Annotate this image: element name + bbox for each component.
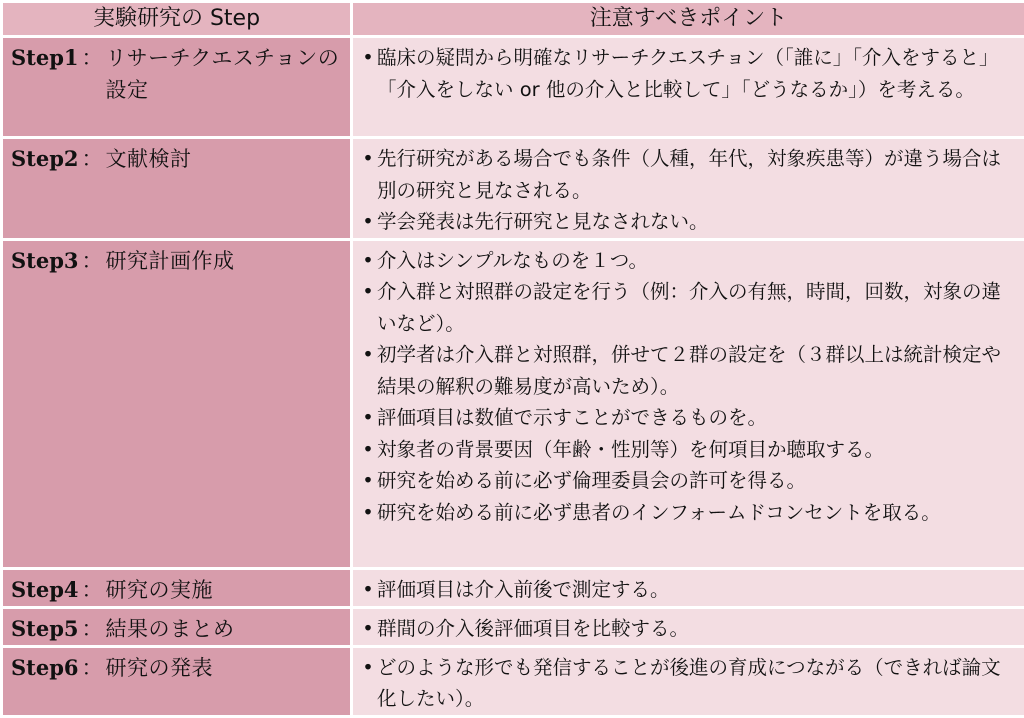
point-item xyxy=(359,402,1014,434)
point-item xyxy=(359,339,1014,402)
step-heading xyxy=(11,652,344,684)
point-text: 先行研究がある場合でも条件（人種，年代，対象疾患等）が違う場合は別の研究と見なされる。 xyxy=(377,143,1014,206)
table-row xyxy=(2,607,1024,646)
points-cell xyxy=(352,646,1024,716)
point-text: 初学者は介入群と対照群，併せて２群の設定を（３群以上は統計検定や結果の解釈の難易度が高いため）。 xyxy=(377,339,1014,402)
table-row xyxy=(2,37,1024,138)
table-row xyxy=(2,138,1024,240)
bullet-icon: • xyxy=(359,465,377,497)
point-text: 臨床の疑問から明確なリサーチクエスチョン（「誰に」「介入をすると」「介入をしない or 他の介入と比較して」「どうなるか」）を考える。 xyxy=(377,42,1014,105)
step-label: Step1 xyxy=(11,42,79,74)
step-name: 研究の実施 xyxy=(106,574,344,606)
point-item xyxy=(359,652,1014,715)
bullet-icon: • xyxy=(359,276,377,308)
bullet-icon: • xyxy=(359,402,377,434)
points-cell xyxy=(352,607,1024,646)
step-label: Step2 xyxy=(11,143,79,175)
point-text: 評価項目は介入前後で測定する。 xyxy=(377,574,1014,606)
step-name: リサーチクエスチョンの設定 xyxy=(106,42,344,106)
step-name: 研究の発表 xyxy=(106,652,344,684)
point-item xyxy=(359,42,1014,105)
points-cell xyxy=(352,37,1024,138)
step-separator: ： xyxy=(79,143,106,175)
step-cell xyxy=(2,607,352,646)
bullet-icon: • xyxy=(359,434,377,466)
points-cell xyxy=(352,239,1024,568)
bullet-icon: • xyxy=(359,143,377,175)
step-heading xyxy=(11,613,344,645)
step-heading xyxy=(11,574,344,606)
step-separator: ： xyxy=(79,652,106,684)
point-item xyxy=(359,245,1014,277)
point-text: 対象者の背景要因（年齢・性別等）を何項目か聴取する。 xyxy=(377,434,1014,466)
bullet-icon: • xyxy=(359,42,377,74)
table-row xyxy=(2,568,1024,607)
step-name: 研究計画作成 xyxy=(106,245,344,277)
point-text: 学会発表は先行研究と見なされない。 xyxy=(377,206,1014,238)
step-name: 結果のまとめ xyxy=(106,613,344,645)
point-item xyxy=(359,143,1014,206)
step-label: Step3 xyxy=(11,245,79,277)
step-cell xyxy=(2,37,352,138)
step-heading xyxy=(11,42,344,106)
bullet-icon: • xyxy=(359,497,377,529)
point-item xyxy=(359,574,1014,606)
step-cell xyxy=(2,568,352,607)
points-cell xyxy=(352,138,1024,240)
point-item xyxy=(359,497,1014,529)
point-item xyxy=(359,434,1014,466)
step-separator: ： xyxy=(79,245,106,277)
step-cell xyxy=(2,239,352,568)
point-item xyxy=(359,613,1014,645)
bullet-icon: • xyxy=(359,574,377,606)
header-points: 注意すべきポイント xyxy=(352,2,1024,37)
step-separator: ： xyxy=(79,574,106,606)
point-text: 研究を始める前に必ず患者のインフォームドコンセントを取る。 xyxy=(377,497,1014,529)
table-row xyxy=(2,239,1024,568)
step-cell xyxy=(2,138,352,240)
bullet-icon: • xyxy=(359,206,377,238)
point-text: 評価項目は数値で示すことができるものを。 xyxy=(377,402,1014,434)
bullet-icon: • xyxy=(359,245,377,277)
point-item xyxy=(359,465,1014,497)
point-text: 研究を始める前に必ず倫理委員会の許可を得る。 xyxy=(377,465,1014,497)
bullet-icon: • xyxy=(359,613,377,645)
step-label: Step5 xyxy=(11,613,79,645)
table-header-row xyxy=(2,2,1024,37)
step-heading xyxy=(11,245,344,277)
table-row xyxy=(2,646,1024,716)
header-step: 実験研究の Step xyxy=(2,2,352,37)
step-label: Step6 xyxy=(11,652,79,684)
step-separator: ： xyxy=(79,613,106,645)
step-separator: ： xyxy=(79,42,106,74)
bullet-icon: • xyxy=(359,339,377,371)
step-heading xyxy=(11,143,344,175)
step-label: Step4 xyxy=(11,574,79,606)
bullet-icon: • xyxy=(359,652,377,684)
point-text: 介入群と対照群の設定を行う（例：介入の有無，時間，回数，対象の違いなど）。 xyxy=(377,276,1014,339)
point-item xyxy=(359,206,1014,238)
points-cell xyxy=(352,568,1024,607)
point-text: どのような形でも発信することが後進の育成につながる（できれば論文化したい）。 xyxy=(377,652,1014,715)
step-cell xyxy=(2,646,352,716)
point-text: 介入はシンプルなものを１つ。 xyxy=(377,245,1014,277)
point-item xyxy=(359,276,1014,339)
point-text: 群間の介入後評価項目を比較する。 xyxy=(377,613,1014,645)
step-name: 文献検討 xyxy=(106,143,344,175)
